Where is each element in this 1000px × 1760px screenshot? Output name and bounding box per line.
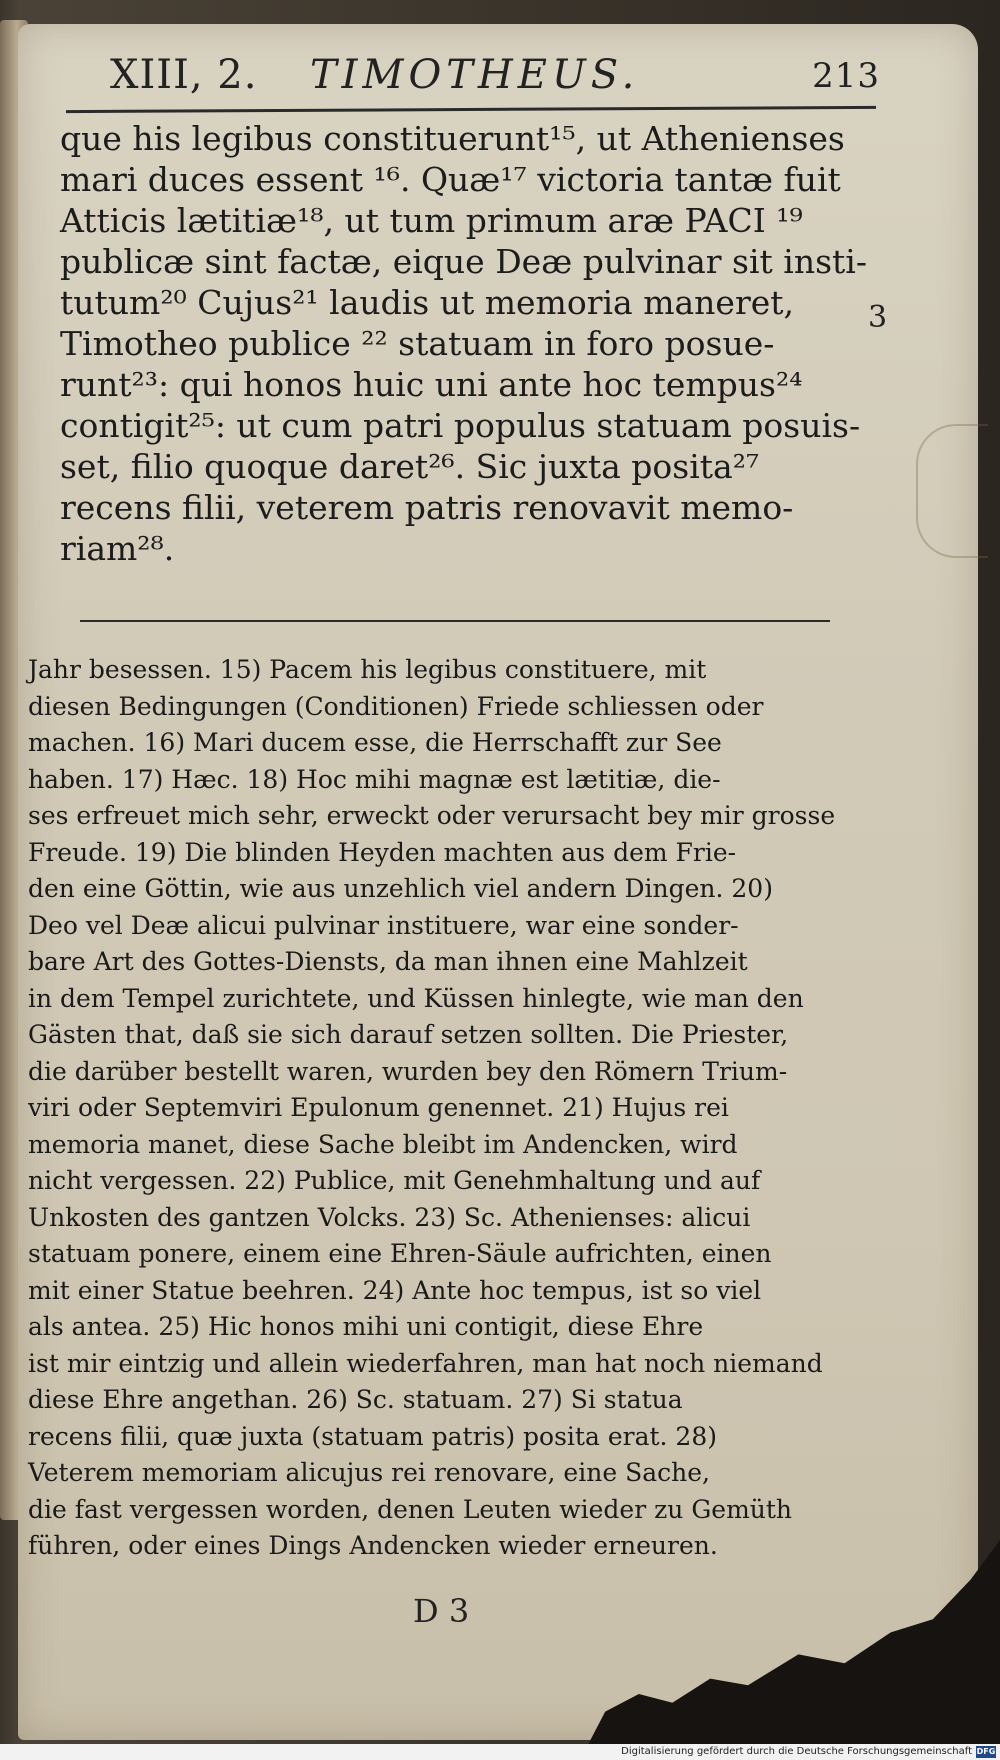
text-line: tutum²⁰ Cujus²¹ laudis ut memoria maneret, [60,283,795,322]
text-line: Timotheo publice ²² statuam in foro posue- [60,324,775,363]
text-line: contigit²⁵: ut cum patri populus statuam posuis- [60,406,861,445]
note-line: recens filii, quæ juxta (statuam patris) posita erat. 28) [28,1421,717,1451]
text-line: publicæ sint factæ, eique Deæ pulvinar sit insti- [60,242,867,281]
note-line: viri oder Septemviri Epulonum genennet. 21) Hujus rei [28,1093,729,1122]
note-line: ist mir eintzig und allein wiederfahren, man hat noch niemand [28,1348,823,1378]
note-line: bare Art des Gottes-Diensts, da man ihnen eine Mahlzeit [28,947,748,976]
margin-number: 3 [868,300,888,335]
text-line: Atticis lætitiæ¹⁸, ut tum primum aræ PACI ¹⁹ [60,201,803,240]
note-line: nicht vergessen. 22) Publice, mit Genehmhaltung und auf [28,1166,761,1195]
page-fold-mark [916,424,988,558]
note-line: machen. 16) Mari ducem esse, die Herrschafft zur See [28,728,722,757]
note-line: diesen Bedingungen (Conditionen) Friede schliessen oder [28,691,764,721]
note-line: mit einer Statue beehren. 24) Ante hoc tempus, ist so viel [28,1275,762,1305]
signature-mark: D 3 [413,1592,470,1630]
note-line: diese Ehre angethan. 26) Sc. statuam. 27) Si statua [28,1385,683,1414]
notes-separator-rule [80,620,830,622]
section-number: XIII, 2. [110,52,258,98]
note-line: führen, oder eines Dings Andencken wieder erneuren. [28,1531,718,1560]
digitization-credit: Digitalisierung gefördert durch die Deutsche Forschungsgemeinschaft [621,1746,972,1757]
note-line: als antea. 25) Hic honos mihi uni contigit, diese Ehre [28,1312,704,1341]
page-number: 213 [812,56,880,96]
note-line: Deo vel Deæ alicui pulvinar instituere, war eine sonder- [28,910,739,940]
note-line: Jahr besessen. 15) Pacem his legibus constituere, mit [28,655,707,684]
note-line: den eine Göttin, wie aus unzehlich viel andern Dingen. 20) [28,874,773,903]
note-line: Veterem memoriam alicujus rei renovare, eine Sache, [28,1458,710,1487]
note-line: Freude. 19) Die blinden Heyden machten aus dem Frie- [28,837,737,867]
text-line: riam²⁸. [60,529,175,568]
text-line: set, filio quoque daret²⁶. Sic juxta posita²⁷ [60,447,760,486]
footnotes [28,652,834,1565]
note-line: die darüber bestellt waren, wurden bey den Römern Trium- [28,1056,788,1086]
note-line: in dem Tempel zurichtete, und Küssen hinlegte, wie man den [28,983,804,1013]
note-line: haben. 17) Hæc. 18) Hoc mihi magnæ est lætitiæ, die- [28,764,721,794]
running-title: TIMOTHEUS. [310,52,640,98]
main-text [60,118,880,569]
text-line: mari duces essent ¹⁶. Quæ¹⁷ victoria tantæ fuit [60,160,841,199]
dfg-logo: DFG [976,1747,996,1756]
text-line: runt²³: qui honos huic uni ante hoc tempus²⁴ [60,365,803,404]
note-line: ses erfreuet mich sehr, erweckt oder verursacht bey mir grosse [28,801,836,830]
note-line: memoria manet, diese Sache bleibt im Andencken, wird [28,1129,738,1159]
text-line: recens filii, veterem patris renovavit memo- [60,488,794,527]
note-line: Unkosten des gantzen Volcks. 23) Sc. Athenienses: alicui [28,1202,751,1232]
note-line: statuam ponere, einem eine Ehren-Säule aufrichten, einen [28,1239,772,1268]
running-header [110,52,880,108]
text-line: que his legibus constituerunt¹⁵, ut Athenienses [60,119,845,158]
note-line: Gästen that, daß sie sich darauf setzen sollten. Die Priester, [28,1020,789,1049]
note-line: die fast vergessen worden, denen Leuten wieder zu Gemüth [28,1494,793,1524]
